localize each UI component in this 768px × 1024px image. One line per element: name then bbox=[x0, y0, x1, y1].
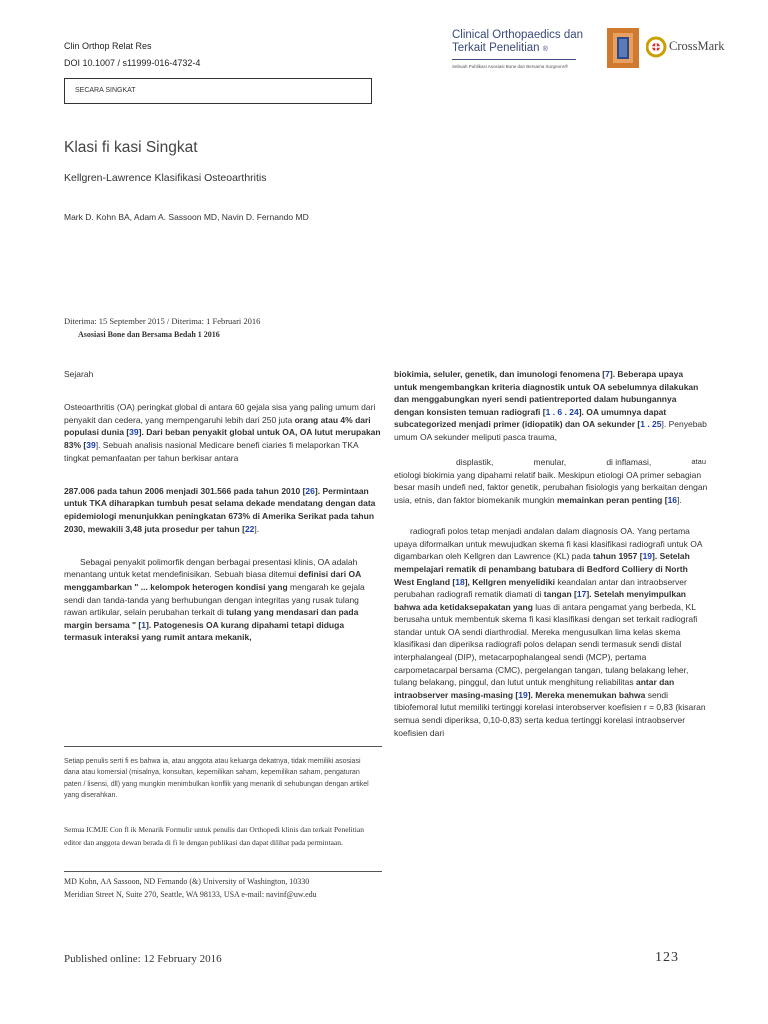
registered-mark: ® bbox=[542, 46, 548, 53]
left-paragraph-2: 287.006 pada tahun 2006 menjadi 301.566 pada tahun 2010 [26]. Permintaan untuk TKA diharapkan tumbuh pesat selama dekade mendatang dengan data epidemiologi menunjukkan peningkatan 673% di Amerika Serikat pada tahun 2030, mewakili 3,48 juta prosedur per tahun [22]. bbox=[64, 485, 376, 534]
article-title: Klasi fi kasi Singkat bbox=[64, 139, 198, 156]
journal-name-underline bbox=[452, 59, 576, 60]
copyright-line: Asosiasi Bone dan Bersama Bedah 1 2016 bbox=[78, 330, 220, 339]
citation-link[interactable]: 1 . 6 . 24 bbox=[545, 406, 579, 417]
right-column bbox=[394, 368, 708, 739]
citation-link[interactable]: 1 . 25 bbox=[640, 419, 662, 430]
journal-subtitle: Sebuah Publikasi Asosiasi Bone dan Bersama Surgeons® bbox=[452, 64, 569, 69]
right-paragraph-1-cont: etiologi biokimia yang dipahami relatif baik. Meskipun etiologi OA primer sebagian besar masih undefi ned, faktor genetik, perubahan fisiologis yang berkaitan dengan usia, etnis, dan faktor biomekanik mungkin memainkan peran penting [16]. bbox=[394, 469, 708, 505]
section-heading-history: Sejarah bbox=[64, 369, 94, 379]
footnote-divider bbox=[64, 746, 382, 747]
citation-link[interactable]: 16 bbox=[667, 494, 678, 505]
citation-link[interactable]: 7 bbox=[605, 369, 610, 379]
article-subtitle: Kellgren-Lawrence Klasifikasi Osteoarthritis bbox=[64, 172, 267, 184]
doi: DOI 10.1007 / s11999-016-4732-4 bbox=[64, 58, 201, 68]
footnote-conflict: Setiap penulis serti fi es bahwa ia, atau anggota atau keluarga dekatnya, tidak memiliki asosiasi dana atau komersial (misalnya, konsultan, kepemilikan saham, kepemilikan saham, pengaturan paten / lisensi, dll) yang mungkin menimbulkan konflik yang menarik di sehubungan dengan artikel yang diserahkan. bbox=[64, 758, 369, 799]
citation-link[interactable]: 26 bbox=[305, 485, 315, 496]
right-paragraph-2: radiografi polos tetap menjadi andalan dalam diagnosis OA. Yang pertama upaya diformalkan untuk mewujudkan skema fi kasi klasifikasi radiografi untuk OA digambarkan oleh Kellgren dan Lawrence (KL) pada tahun 1957 [19]. Setelah mempelajari rematik di penambang batubara di Bedford Colliery di North West England [18], Kellgren menyelidiki keandalan antar dan intraobserver perubahan radiografi rematik diamati di tangan [17]. Setelah menyimpulkan bahwa ada ketidaksepakatan yang luas di antara pengamat yang berbeda, KL berusaha untuk membentuk skema fi kasi klasifikasi dengan set terkait radiografi standar untuk OA sendi diarthrodial. Mereka mengusulkan lima kelas skema klasifikasi dan diperiksa radiografi polos delapan sendi termasuk sendi distal interphalangeal (DIP), metacarpophalangeal sendi (MCP), pertama carpometacarpal bersama (CMC), pergelangan tangan, tulang belakang leher, tulang belakang, pinggul, dan lutut untuk menghitung reliabilitas antar dan intraobserver masing-masing [19]. Mereka menemukan bahwa sendi tibiofemoral lutut memiliki tertinggi korelasi interobserver koefisien r = 0,83 (kisaran semua sendi diperiksa, 0,10-0,83) serta kedua tertinggi korelasi intraobserver koefisien dari bbox=[394, 526, 706, 738]
journal-branding bbox=[452, 29, 622, 69]
right-paragraph-1: biokimia, seluler, genetik, dan imunologi fenomena [7]. Beberapa upaya untuk mengembangkan kriteria diagnostik untuk OA sebelumnya dilakukan dan menggabungkan nyeri sendi patientreported dalam hubungannya dengan konsisten temuan radiografi [1 . 6 . 24]. OA umumnya dapat subcategorized menjadi primer (idiopatik) dan OA sekunder [1 . 25]. Penyebab umum OA sekunder meliputi pasca trauma, bbox=[394, 369, 707, 442]
crossmark-label: CrossMark bbox=[669, 39, 725, 53]
corresponding-address-line1: MD Kohn, AA Sassoon, ND Fernando (&) University of Washington, 10330 bbox=[64, 877, 310, 886]
left-paragraph-1: Osteoarthritis (OA) peringkat global di antara 60 gejala sisa yang paling umum dari penyakit dan cedera, yang mempengaruhi lebih dari 250 juta orang atau 4% dari populasi dunia [39]. Dari beban penyakit global untuk OA, OA lutut merupakan 83% [39]. Sebuah analisis nasional Medicare benefi ciaries fi melaporkan TKA tingkat pemanfaatan per tahun berkisar antara bbox=[64, 402, 381, 463]
left-column bbox=[64, 368, 382, 644]
authors: Mark D. Kohn BA, Adam A. Sassoon MD, Navin D. Fernando MD bbox=[64, 212, 309, 222]
left-paragraph-3: Sebagai penyakit polimorfik dengan berbagai presentasi klinis, OA adalah menantang untuk ketat mendefinisikan. Sebuah biasa ditemui definisi dari OA menggambarkan " ... kelompok heterogen kondisi yang mengarah ke gejala sendi dan tanda-tanda yang berhubungan dengan integritas yang rusak tulang rawan artikular, selain perubahan terkait di tulang yang mendasari dan pada margin bersama " [1]. Patogenesis OA kurang dipahami tetapi diduga termasuk interaksi yang rumit antara mekanik, bbox=[64, 556, 365, 643]
section-type-label: SECARA SINGKAT bbox=[75, 87, 136, 94]
citation-link[interactable]: 18 bbox=[455, 576, 465, 587]
journal-short-name: Clin Orthop Relat Res bbox=[64, 41, 152, 51]
footnote-icmje: Semua ICMJE Con fl ik Menarik Formulir untuk penulis dan Orthopedi klinis dan terkait Penelitian editor dan anggota dewan berada di fi le dengan publikasi dan dapat dilihat pada permintaan. bbox=[64, 825, 364, 847]
journal-name-line1: Clinical Orthopaedics dan bbox=[452, 29, 584, 41]
citation-link[interactable]: 39 bbox=[129, 427, 139, 438]
spread-words-line: displastik, menular, di inflamasi, atau bbox=[456, 457, 706, 468]
journal-name-line2: Terkait Penelitian bbox=[452, 42, 540, 54]
citation-link[interactable]: 19 bbox=[642, 551, 653, 562]
crossmark-icon[interactable] bbox=[646, 30, 726, 64]
citation-link[interactable]: 19 bbox=[518, 689, 528, 700]
section-type-box bbox=[64, 78, 372, 104]
citation-link[interactable]: 1 bbox=[141, 619, 146, 630]
corresponding-address-line2: Meridian Street N, Suite 270, Seattle, WA 98133, USA e-mail: navinf@uw.edu bbox=[64, 890, 317, 899]
journal-logo-icon bbox=[607, 28, 639, 68]
received-accepted-dates: Diterima: 15 September 2015 / Diterima: 1 Februari 2016 bbox=[64, 316, 261, 326]
citation-link[interactable]: 22 bbox=[244, 523, 255, 534]
springer-page-number: 123 bbox=[655, 950, 679, 965]
published-online: Published online: 12 February 2016 bbox=[64, 953, 222, 965]
footnote-divider-2 bbox=[64, 871, 382, 872]
citation-link[interactable]: 17 bbox=[576, 589, 587, 600]
citation-link[interactable]: 39 bbox=[86, 439, 96, 450]
